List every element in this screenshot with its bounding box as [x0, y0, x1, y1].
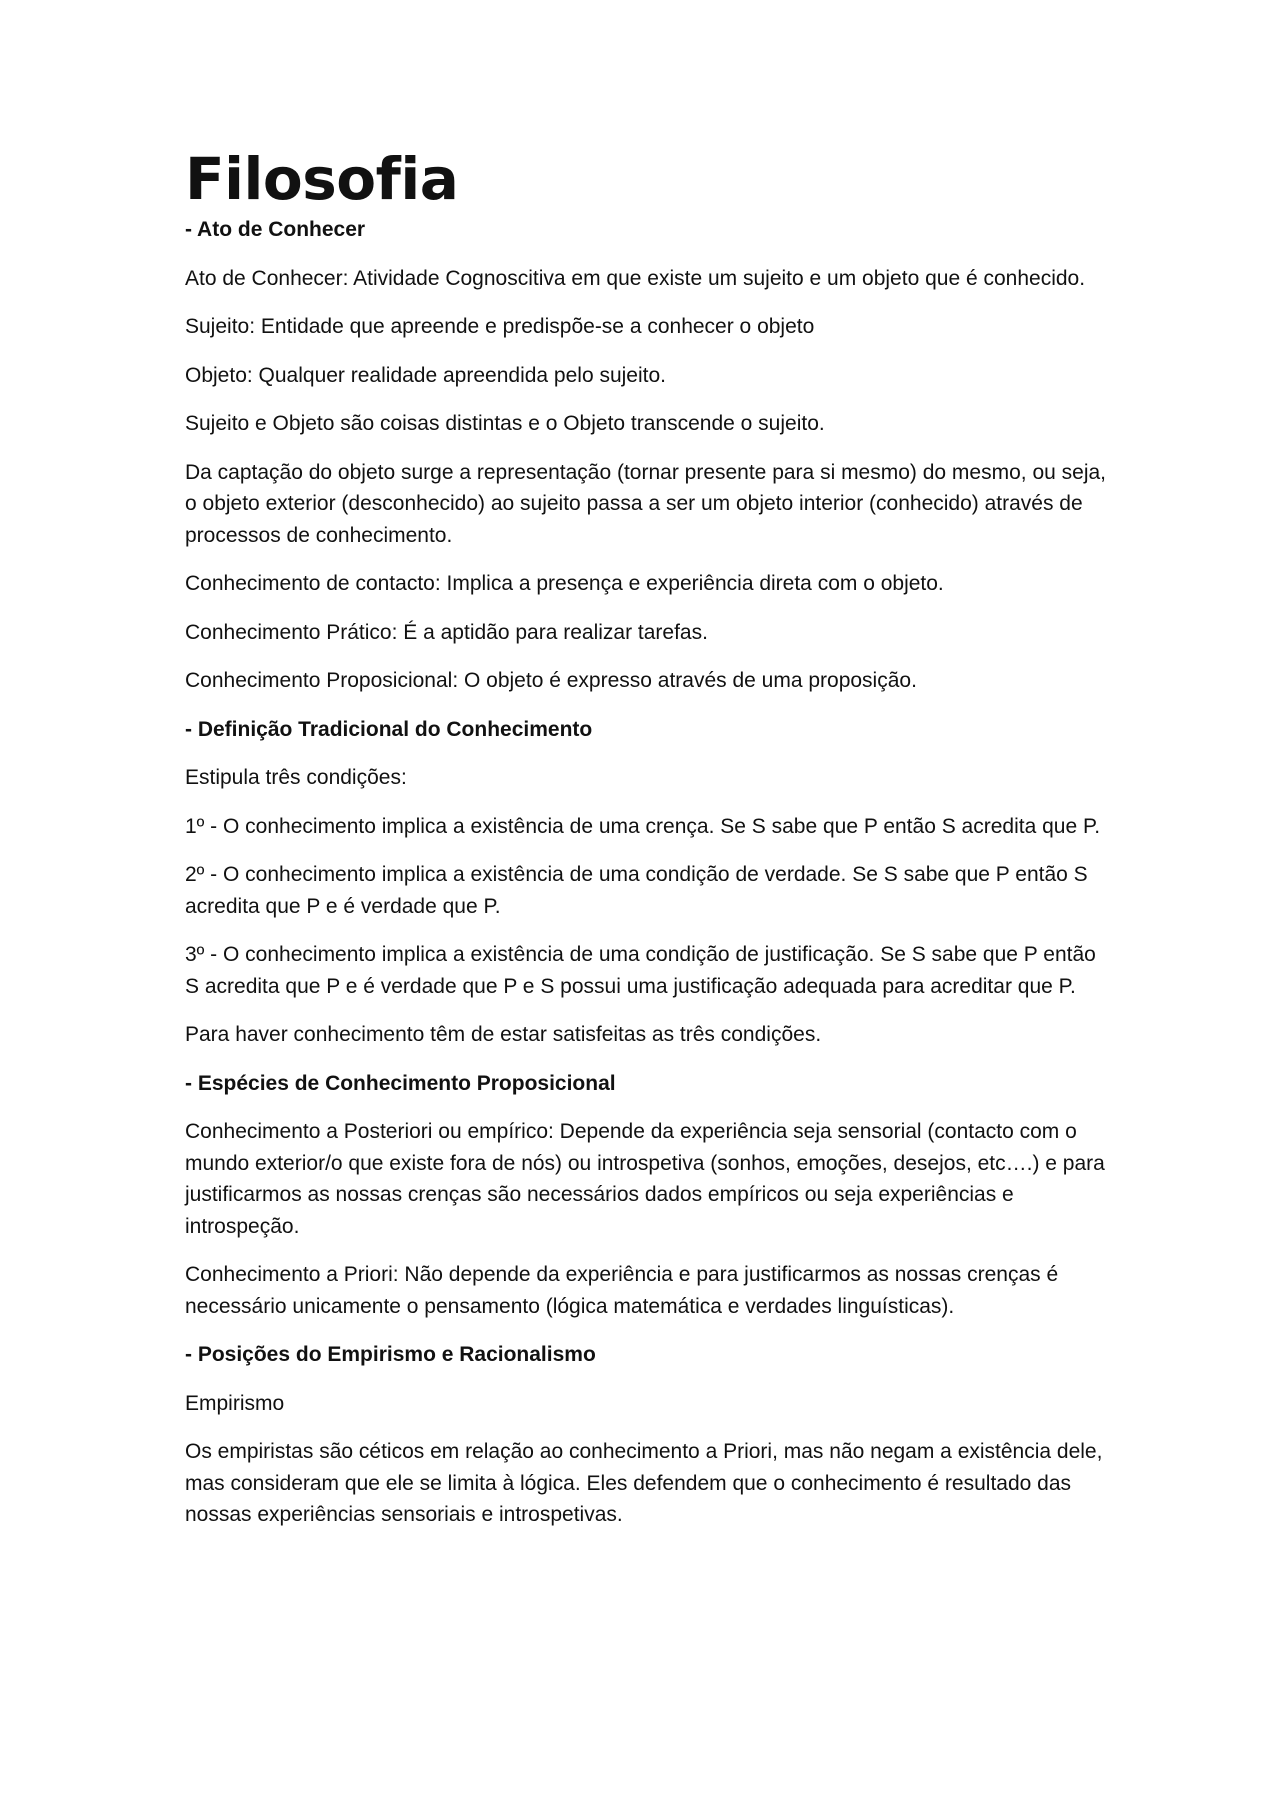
paragraph: Da captação do objeto surge a representação (tornar presente para si mesmo) do mesmo, ou seja, o objeto exterior (desconhecido) ao sujeito passa a ser um objeto interior (conhecido) através de processos de conhecimento. — [185, 460, 1106, 547]
paragraph: Estipula três condições: — [185, 766, 407, 789]
paragraph: Sujeito e Objeto são coisas distintas e o Objeto transcende o sujeito. — [185, 412, 825, 435]
section-heading: - Definição Tradicional do Conhecimento — [185, 717, 593, 741]
section-heading: - Espécies de Conhecimento Proposicional — [185, 1071, 616, 1095]
paragraph: Conhecimento Proposicional: O objeto é expresso através de uma proposição. — [185, 669, 917, 692]
paragraph: Empirismo — [185, 1391, 285, 1415]
paragraph: 3º - O conhecimento implica a existência de uma condição de justificação. Se S sabe que P então S acredita que P e é verdade que P e S possui uma justificação adequada para acreditar que P. — [185, 943, 1096, 998]
document-body — [185, 214, 1115, 1531]
paragraph: Os empiristas são céticos em relação ao conhecimento a Priori, mas não negam a existência dele, mas consideram que ele se limita à lógica. Eles defendem que o conhecimento é resultado das nossas experiências sensoriais e introspetivas. — [185, 1440, 1103, 1526]
paragraph: Conhecimento de contacto: Implica a presença e experiência direta com o objeto. — [185, 572, 944, 595]
paragraph: Conhecimento a Priori: Não depende da experiência e para justificarmos as nossas crenças é necessário unicamente o pensamento (lógica matemática e verdades linguísticas). — [185, 1263, 1059, 1318]
document-page — [185, 145, 1115, 1548]
section-heading: - Ato de Conhecer — [185, 218, 366, 241]
paragraph: Sujeito: Entidade que apreende e predispõe-se a conhecer o objeto — [185, 315, 815, 338]
paragraph: Conhecimento a Posteriori ou empírico: Depende da experiência seja sensorial (contacto com o mundo exterior/o que existe fora de nós) ou introspetiva (sonhos, emoções, desejos, etc….) e para justificarmos as nossas crenças são necessários dados empíricos ou seja experiências e introspeção. — [185, 1120, 1105, 1238]
paragraph: Objeto: Qualquer realidade apreendida pelo sujeito. — [185, 363, 667, 387]
paragraph: 2º - O conhecimento implica a existência de uma condição de verdade. Se S sabe que P então S acredita que P e é verdade que P. — [185, 863, 1088, 918]
paragraph: 1º - O conhecimento implica a existência de uma crença. Se S sabe que P então S acredita que P. — [185, 814, 1101, 838]
document-title: Filosofia — [185, 145, 459, 213]
paragraph: Ato de Conhecer: Atividade Cognoscitiva em que existe um sujeito e um objeto que é conhecido. — [185, 266, 1086, 290]
paragraph: Conhecimento Prático: É a aptidão para realizar tarefas. — [185, 620, 708, 644]
paragraph: Para haver conhecimento têm de estar satisfeitas as três condições. — [185, 1023, 822, 1046]
section-heading: - Posições do Empirismo e Racionalismo — [185, 1343, 596, 1366]
